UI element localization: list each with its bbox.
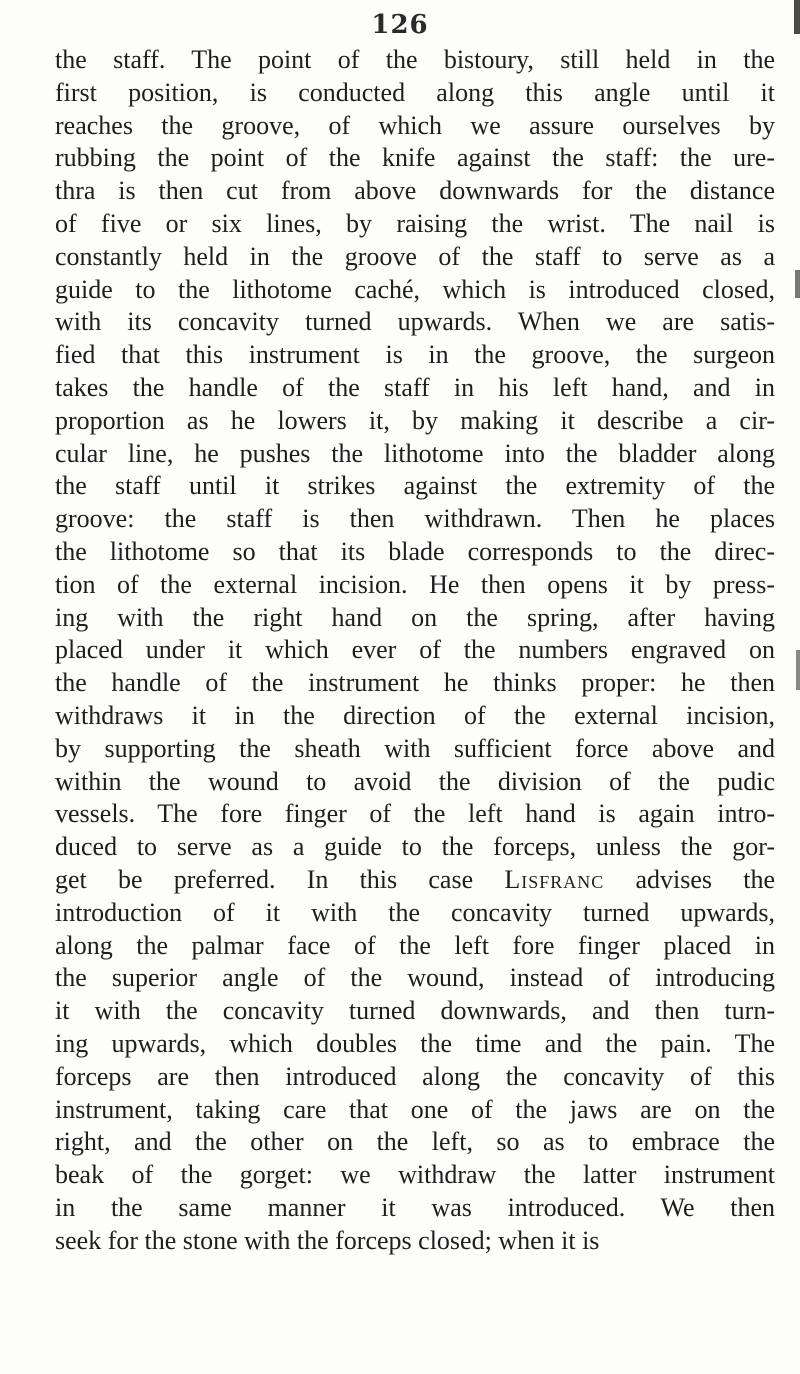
text-line: introduction of it with the concavity turned upwards, xyxy=(55,897,775,927)
text-line: groove: the staff is then withdrawn. Then he places xyxy=(55,504,775,534)
text-line: constantly held in the groove of the staff to serve as a xyxy=(55,241,775,271)
text-line: thra is then cut from above downwards for the distance xyxy=(55,176,775,206)
text-line: vessels. The fore finger of the left hand is again intro- xyxy=(55,799,775,829)
text-line: beak of the gorget: we withdraw the latter instrument xyxy=(55,1160,775,1190)
text-line: within the wound to avoid the division of the pudic xyxy=(55,766,775,796)
text-line: duced to serve as a guide to the forceps, unless the gor- xyxy=(55,832,775,862)
text-line: it with the concavity turned downwards, and then turn- xyxy=(55,996,775,1026)
text-line: forceps are then introduced along the concavity of this xyxy=(55,1061,775,1091)
text-line: the staff until it strikes against the extremity of the xyxy=(55,471,775,501)
text-line: ing upwards, which doubles the time and the pain. The xyxy=(55,1028,775,1058)
text-line: rubbing the point of the knife against the staff: the ure- xyxy=(55,143,775,173)
text-fragment: advises the xyxy=(635,864,775,894)
text-line: placed under it which ever of the numbers engraved on xyxy=(55,635,775,665)
text-line: instrument, taking care that one of the jaws are on the xyxy=(55,1094,775,1124)
page-edge-mark xyxy=(796,650,800,690)
text-line: in the same manner it was introduced. We then xyxy=(55,1192,775,1222)
text-line: the handle of the instrument he thinks proper: he then xyxy=(55,668,775,698)
text-line: withdraws it in the direction of the external incision, xyxy=(55,700,775,730)
text-line: by supporting the sheath with sufficient force above and xyxy=(55,733,775,763)
author-name: Lisfranc xyxy=(504,864,605,894)
text-line-with-name xyxy=(55,864,775,897)
text-line: cular line, he pushes the lithotome into the bladder along xyxy=(55,438,775,468)
text-line: tion of the external incision. He then opens it by press- xyxy=(55,569,775,599)
text-line: fied that this instrument is in the groove, the surgeon xyxy=(55,340,775,370)
text-line: guide to the lithotome caché, which is introduced closed, xyxy=(55,274,775,304)
text-line: along the palmar face of the left fore finger placed in xyxy=(55,930,775,960)
text-line: ing with the right hand on the spring, after having xyxy=(55,602,775,632)
text-line: first position, is conducted along this angle until it xyxy=(55,77,775,107)
text-line: reaches the groove, of which we assure ourselves by xyxy=(55,110,775,140)
text-line: takes the handle of the staff in his left hand, and in xyxy=(55,372,775,402)
page-number: 126 xyxy=(371,10,429,40)
text-line: the superior angle of the wound, instead of introducing xyxy=(55,963,775,993)
text-line: right, and the other on the left, so as to embrace the xyxy=(55,1127,775,1157)
text-line: the staff. The point of the bistoury, still held in the xyxy=(55,45,775,74)
page-edge-mark xyxy=(795,270,800,298)
text-line: proportion as he lowers it, by making it describe a cir- xyxy=(55,405,775,435)
text-line: with its concavity turned upwards. When we are satis- xyxy=(55,307,775,337)
text-line: the lithotome so that its blade corresponds to the direc- xyxy=(55,536,775,566)
text-line: seek for the stone with the forceps closed; when it is xyxy=(55,1225,600,1255)
text-fragment: get be preferred. In this case xyxy=(55,864,474,894)
text-line: of five or six lines, by raising the wrist. The nail is xyxy=(55,208,775,238)
body-text xyxy=(55,44,775,1257)
